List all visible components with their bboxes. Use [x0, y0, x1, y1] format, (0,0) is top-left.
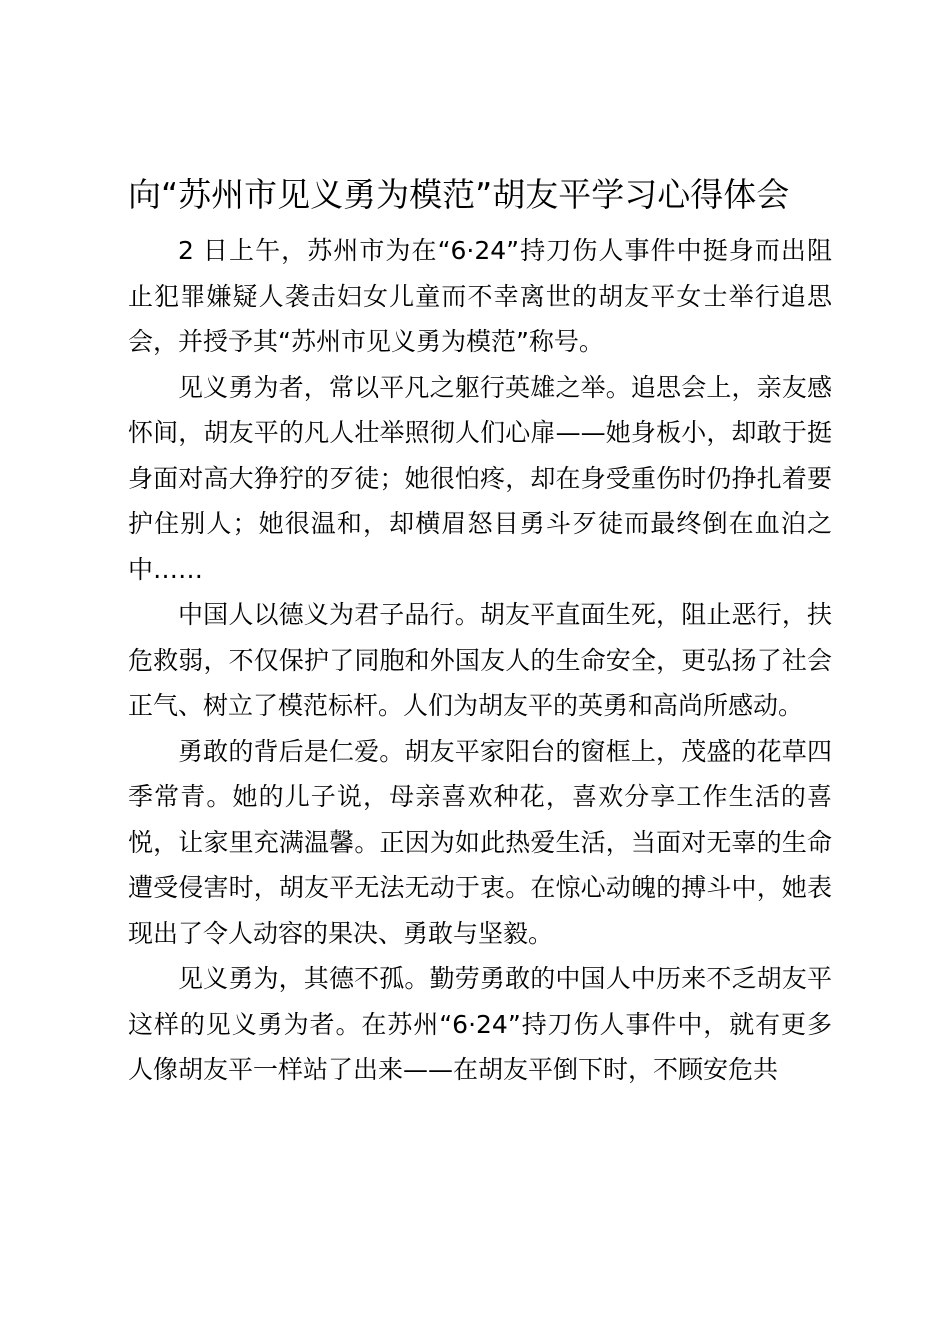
document-title: 向“苏州市见义勇为模范”胡友平学习心得体会 [128, 175, 790, 214]
paragraph-2: 见义勇为者，常以平凡之躯行英雄之举。追思会上，亲友感怀间，胡友平的凡人壮举照彻人们心扉——她身板小，却敢于挺身面对高大狰狞的歹徒；她很怕疼，却在身受重伤时仍挣扎着要护住别人；她很温和，却横眉怒目勇斗歹徒而最终倒在血泊之中…… [128, 372, 832, 584]
paragraph-3: 中国人以德义为君子品行。胡友平直面生死，阻止恶行，扶危救弱，不仅保护了同胞和外国友人的生命安全，更弘扬了社会正气、树立了模范标杆。人们为胡友平的英勇和高尚所感动。 [128, 600, 832, 720]
paragraph-1: 2 日上午，苏州市为在“6·24”持刀伤人事件中挺身而出阻止犯罪嫌疑人袭击妇女儿童而不幸离世的胡友平女士举行追思会，并授予其“苏州市见义勇为模范”称号。 [128, 236, 832, 356]
paragraph-4: 勇敢的背后是仁爱。胡友平家阳台的窗框上，茂盛的花草四季常青。她的儿子说，母亲喜欢种花，喜欢分享工作生活的喜悦，让家里充满温馨。正因为如此热爱生活，当面对无辜的生命遭受侵害时，胡友平无法无动于衷。在惊心动魄的搏斗中，她表现出了令人动容的果决、勇敢与坚毅。 [128, 736, 832, 948]
document-body [128, 228, 832, 1093]
paragraph-5: 见义勇为，其德不孤。勤劳勇敢的中国人中历来不乏胡友平这样的见义勇为者。在苏州“6·24”持刀伤人事件中，就有更多人像胡友平一样站了出来——在胡友平倒下时，不顾安危共 [128, 964, 832, 1084]
